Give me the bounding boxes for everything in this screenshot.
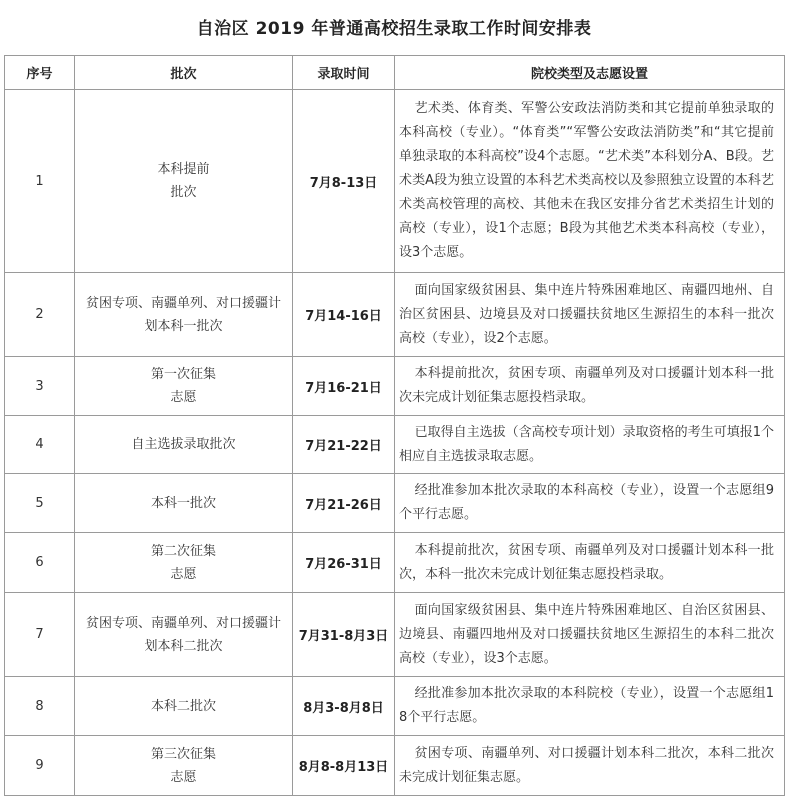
header-no: 序号 bbox=[5, 56, 75, 90]
row-batch bbox=[75, 677, 293, 736]
row-description: 面向国家级贫困县、集中连片特殊困难地区、南疆四地州、自治区贫困县、边境县及对口援疆扶贫地区生源招生的本科一批次高校（专业），设2个志愿。 bbox=[395, 273, 785, 357]
row-number: 4 bbox=[5, 416, 75, 474]
table-header-row bbox=[5, 56, 785, 90]
table-row bbox=[5, 593, 785, 677]
row-batch-text: 本科二批次 bbox=[150, 698, 216, 714]
row-number: 8 bbox=[5, 677, 75, 736]
row-number: 3 bbox=[5, 357, 75, 416]
table-row bbox=[5, 357, 785, 416]
row-number: 2 bbox=[5, 273, 75, 357]
row-batch-text: 贫困专项、南疆单列、对口援疆计划本科一批次 bbox=[85, 295, 281, 334]
row-batch bbox=[75, 357, 293, 416]
row-time: 7月21-26日 bbox=[293, 474, 395, 533]
row-batch bbox=[75, 273, 293, 357]
row-time: 7月16-21日 bbox=[293, 357, 395, 416]
row-batch-text: 贫困专项、南疆单列、对口援疆计划本科二批次 bbox=[85, 615, 281, 654]
row-batch bbox=[75, 416, 293, 474]
row-description: 本科提前批次，贫困专项、南疆单列及对口援疆计划本科一批次，本科一批次未完成计划征集志愿投档录取。 bbox=[395, 533, 785, 593]
row-number: 5 bbox=[5, 474, 75, 533]
row-description: 艺术类、体育类、军警公安政法消防类和其它提前单独录取的本科高校（专业）。“体育类”“军警公安政法消防类”和“其它提前单独录取的本科高校”设4个志愿。“艺术类”本科划分A、B段。艺术类A段为独立设置的本科艺术类高校以及参照独立设置的本科艺术类高校管理的高校、其他未在我区安排分省艺术类招生计划的高校（专业），设1个志愿；B段为其他艺术类本科高校（专业），设3个志愿。 bbox=[395, 90, 785, 273]
row-number: 1 bbox=[5, 90, 75, 273]
row-batch-text: 本科提前 批次 bbox=[157, 162, 210, 200]
header-batch: 批次 bbox=[75, 56, 293, 90]
row-number: 9 bbox=[5, 736, 75, 796]
row-description: 本科提前批次，贫困专项、南疆单列及对口援疆计划本科一批次未完成计划征集志愿投档录取。 bbox=[395, 357, 785, 416]
row-number: 7 bbox=[5, 593, 75, 677]
row-batch bbox=[75, 533, 293, 593]
row-time: 7月21-22日 bbox=[293, 416, 395, 474]
table-row bbox=[5, 474, 785, 533]
row-batch bbox=[75, 90, 293, 273]
row-description: 已取得自主选拔（含高校专项计划）录取资格的考生可填报1个相应自主选拔录取志愿。 bbox=[395, 416, 785, 474]
table-row bbox=[5, 736, 785, 796]
page-title: 自治区 2019 年普通高校招生录取工作时间安排表 bbox=[196, 19, 592, 39]
table-row bbox=[5, 273, 785, 357]
row-description: 面向国家级贫困县、集中连片特殊困难地区、自治区贫困县、边境县、南疆四地州及对口援疆扶贫地区生源招生的本科二批次高校（专业），设3个志愿。 bbox=[395, 593, 785, 677]
row-batch-text: 第二次征集 志愿 bbox=[150, 543, 216, 582]
row-time: 7月26-31日 bbox=[293, 533, 395, 593]
row-batch-text: 自主选拔录取批次 bbox=[131, 437, 236, 452]
row-description: 经批准参加本批次录取的本科院校（专业），设置一个志愿组18个平行志愿。 bbox=[395, 677, 785, 736]
row-description: 经批准参加本批次录取的本科高校（专业），设置一个志愿组9个平行志愿。 bbox=[395, 474, 785, 533]
row-time: 7月31-8月3日 bbox=[293, 593, 395, 677]
row-batch-text: 第一次征集 志愿 bbox=[150, 367, 216, 405]
row-time: 7月14-16日 bbox=[293, 273, 395, 357]
row-batch bbox=[75, 736, 293, 796]
schedule-table bbox=[4, 55, 785, 796]
row-batch-text: 本科一批次 bbox=[150, 495, 216, 511]
row-batch bbox=[75, 474, 293, 533]
table-row bbox=[5, 677, 785, 736]
table-row bbox=[5, 416, 785, 474]
table-row bbox=[5, 533, 785, 593]
row-description: 贫困专项、南疆单列、对口援疆计划本科二批次，本科二批次未完成计划征集志愿。 bbox=[395, 736, 785, 796]
row-batch-text: 第三次征集 志愿 bbox=[150, 746, 216, 785]
row-time: 8月8-8月13日 bbox=[293, 736, 395, 796]
header-desc: 院校类型及志愿设置 bbox=[395, 56, 785, 90]
row-time: 7月8-13日 bbox=[293, 90, 395, 273]
row-number: 6 bbox=[5, 533, 75, 593]
row-time: 8月3-8月8日 bbox=[293, 677, 395, 736]
row-batch bbox=[75, 593, 293, 677]
header-time: 录取时间 bbox=[293, 56, 395, 90]
table-row bbox=[5, 90, 785, 273]
